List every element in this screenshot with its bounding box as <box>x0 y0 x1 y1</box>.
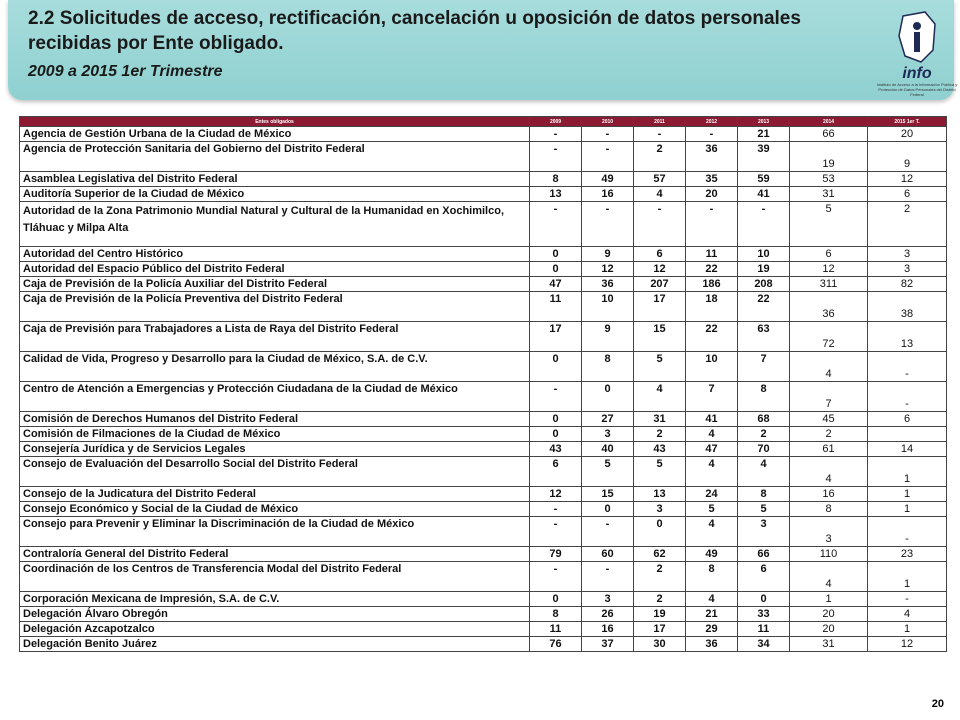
year-value <box>868 427 947 442</box>
year-value: 11 <box>686 247 738 262</box>
year-value: 2 <box>868 202 947 247</box>
year-value: 12 <box>868 637 947 652</box>
entity-name: Centro de Atención a Emergencias y Protección Ciudadana de la Ciudad de México <box>20 382 530 412</box>
year-value: - <box>868 592 947 607</box>
year-value: 10 <box>686 352 738 382</box>
entity-name: Delegación Álvaro Obregón <box>20 607 530 622</box>
year-value: 9 <box>582 322 634 352</box>
year-value: 0 <box>530 427 582 442</box>
year-value: 7 <box>686 382 738 412</box>
year-value: - <box>868 382 947 412</box>
table-row <box>20 607 947 622</box>
table-row <box>20 172 947 187</box>
year-value: 10 <box>582 292 634 322</box>
year-value: 2 <box>738 427 790 442</box>
table-row <box>20 382 947 412</box>
year-value: 5 <box>582 457 634 487</box>
table-row <box>20 142 947 172</box>
year-value: 62 <box>634 547 686 562</box>
year-value: 22 <box>686 322 738 352</box>
year-value: 36 <box>790 292 868 322</box>
year-value: 24 <box>686 487 738 502</box>
table-row <box>20 622 947 637</box>
table-row <box>20 187 947 202</box>
table-row <box>20 127 947 142</box>
year-value: - <box>530 142 582 172</box>
table-row <box>20 637 947 652</box>
year-value: 36 <box>686 142 738 172</box>
year-value: 8 <box>738 382 790 412</box>
column-header: 2011 <box>634 117 686 127</box>
entity-name: Consejería Jurídica y de Servicios Legales <box>20 442 530 457</box>
year-value: 18 <box>686 292 738 322</box>
logo-word: info <box>902 65 932 82</box>
year-value: 11 <box>530 292 582 322</box>
entity-name: Asamblea Legislativa del Distrito Federal <box>20 172 530 187</box>
year-value: - <box>582 127 634 142</box>
year-value: 12 <box>530 487 582 502</box>
year-value: - <box>582 202 634 247</box>
year-value: 5 <box>686 502 738 517</box>
year-value: 29 <box>686 622 738 637</box>
year-value: - <box>634 127 686 142</box>
entity-name: Comisión de Derechos Humanos del Distrito Federal <box>20 412 530 427</box>
entity-name: Auditoría Superior de la Ciudad de México <box>20 187 530 202</box>
entity-name: Caja de Previsión para Trabajadores a Lista de Raya del Distrito Federal <box>20 322 530 352</box>
year-value: 5 <box>738 502 790 517</box>
entity-name: Consejo para Prevenir y Eliminar la Discriminación de la Ciudad de México <box>20 517 530 547</box>
year-value: 41 <box>686 412 738 427</box>
year-value: 4 <box>790 352 868 382</box>
year-value: 72 <box>790 322 868 352</box>
year-value: 40 <box>582 442 634 457</box>
year-value: 22 <box>686 262 738 277</box>
year-value: 11 <box>530 622 582 637</box>
table-row <box>20 517 947 547</box>
year-value: 3 <box>634 502 686 517</box>
table-row <box>20 292 947 322</box>
year-value: 66 <box>790 127 868 142</box>
year-value: 186 <box>686 277 738 292</box>
year-value: 2 <box>790 427 868 442</box>
year-value: 8 <box>582 352 634 382</box>
year-value: 41 <box>738 187 790 202</box>
entity-name: Agencia de Protección Sanitaria del Gobierno del Distrito Federal <box>20 142 530 172</box>
year-value: - <box>686 127 738 142</box>
column-header: 2014 <box>790 117 868 127</box>
year-value: 20 <box>790 622 868 637</box>
info-emblem-icon <box>895 10 939 64</box>
column-header: 2015 1er T. <box>868 117 947 127</box>
year-value: 70 <box>738 442 790 457</box>
year-value: - <box>530 127 582 142</box>
table-row <box>20 427 947 442</box>
table-row <box>20 277 947 292</box>
year-value: 1 <box>868 562 947 592</box>
year-value: 0 <box>530 352 582 382</box>
page-number: 20 <box>931 698 944 710</box>
year-value: 4 <box>686 517 738 547</box>
year-value: 35 <box>686 172 738 187</box>
year-value: 36 <box>582 277 634 292</box>
entity-name: Corporación Mexicana de Impresión, S.A. de C.V. <box>20 592 530 607</box>
year-value: 12 <box>634 262 686 277</box>
year-value: 6 <box>738 562 790 592</box>
year-value: 2 <box>634 427 686 442</box>
year-value: 4 <box>686 457 738 487</box>
year-value: 30 <box>634 637 686 652</box>
year-value: 13 <box>868 322 947 352</box>
entity-name: Comisión de Filmaciones de la Ciudad de México <box>20 427 530 442</box>
year-value: 21 <box>686 607 738 622</box>
entity-name: Autoridad de la Zona Patrimonio Mundial Natural y Cultural de la Humanidad en Xochimilco, Tláhuac y Milpa Alta <box>20 202 530 247</box>
year-value: 19 <box>738 262 790 277</box>
year-value: 4 <box>686 427 738 442</box>
table-row <box>20 592 947 607</box>
entity-name: Delegación Azcapotzalco <box>20 622 530 637</box>
entity-name: Consejo de la Judicatura del Distrito Federal <box>20 487 530 502</box>
year-value: 8 <box>738 487 790 502</box>
year-value: 16 <box>582 622 634 637</box>
column-header: 2013 <box>738 117 790 127</box>
year-value: 66 <box>738 547 790 562</box>
year-value: 21 <box>738 127 790 142</box>
year-value: 7 <box>790 382 868 412</box>
year-value: - <box>530 562 582 592</box>
table-row <box>20 247 947 262</box>
entity-name: Delegación Benito Juárez <box>20 637 530 652</box>
year-value: 17 <box>634 622 686 637</box>
entity-name: Caja de Previsión de la Policía Preventiva del Distrito Federal <box>20 292 530 322</box>
year-value: 8 <box>686 562 738 592</box>
year-value: 4 <box>634 382 686 412</box>
year-value: 68 <box>738 412 790 427</box>
year-value: 12 <box>790 262 868 277</box>
year-value: 4 <box>790 562 868 592</box>
year-value: - <box>582 562 634 592</box>
year-value: 14 <box>868 442 947 457</box>
year-value: 43 <box>530 442 582 457</box>
entity-name: Autoridad del Centro Histórico <box>20 247 530 262</box>
logo-tagline: Instituto de Acceso a la Información Pública y Protección de Datos Personales del Distrito Federal <box>876 82 958 97</box>
year-value: 6 <box>634 247 686 262</box>
year-value: 3 <box>790 517 868 547</box>
year-value: 0 <box>634 517 686 547</box>
year-value: 0 <box>582 382 634 412</box>
year-value: 26 <box>582 607 634 622</box>
year-value: 4 <box>686 592 738 607</box>
year-value: 2 <box>634 562 686 592</box>
entity-name: Calidad de Vida, Progreso y Desarrollo para la Ciudad de México, S.A. de C.V. <box>20 352 530 382</box>
year-value: 23 <box>868 547 947 562</box>
year-value: 3 <box>868 247 947 262</box>
entity-name: Autoridad del Espacio Público del Distrito Federal <box>20 262 530 277</box>
table-row <box>20 487 947 502</box>
year-value: 37 <box>582 637 634 652</box>
year-value: - <box>868 352 947 382</box>
year-value: 0 <box>582 502 634 517</box>
year-value: 6 <box>868 412 947 427</box>
year-value: 1 <box>868 457 947 487</box>
year-value: - <box>582 517 634 547</box>
year-value: 208 <box>738 277 790 292</box>
table-row <box>20 502 947 517</box>
year-value: 3 <box>582 592 634 607</box>
table-header-row <box>20 117 947 127</box>
year-value: 12 <box>582 262 634 277</box>
year-value: 207 <box>634 277 686 292</box>
year-value: 2 <box>634 142 686 172</box>
entity-name: Agencia de Gestión Urbana de la Ciudad de México <box>20 127 530 142</box>
year-value: 1 <box>868 622 947 637</box>
year-value: 49 <box>582 172 634 187</box>
entity-name: Consejo Económico y Social de la Ciudad de México <box>20 502 530 517</box>
entity-name: Contraloría General del Distrito Federal <box>20 547 530 562</box>
year-value: 16 <box>790 487 868 502</box>
data-table <box>19 116 947 652</box>
year-value: 34 <box>738 637 790 652</box>
year-value: 0 <box>530 262 582 277</box>
year-value: 79 <box>530 547 582 562</box>
year-value: 11 <box>738 622 790 637</box>
year-value: 45 <box>790 412 868 427</box>
year-value: 63 <box>738 322 790 352</box>
page-title: 2.2 Solicitudes de acceso, rectificación, cancelación u oposición de datos personales recibidas por Ente obligado. <box>28 8 801 54</box>
year-value: 20 <box>686 187 738 202</box>
year-value: 13 <box>530 187 582 202</box>
year-value: 61 <box>790 442 868 457</box>
year-value: 7 <box>738 352 790 382</box>
table-row <box>20 412 947 427</box>
year-value: 20 <box>868 127 947 142</box>
year-value: - <box>582 142 634 172</box>
year-value: 4 <box>868 607 947 622</box>
table-row <box>20 562 947 592</box>
header-banner <box>8 0 958 100</box>
year-value: 17 <box>634 292 686 322</box>
column-header: 2012 <box>686 117 738 127</box>
page-subtitle: 2009 a 2015 1er Trimestre <box>28 63 223 80</box>
year-value: - <box>686 202 738 247</box>
year-value: 8 <box>790 502 868 517</box>
year-value: - <box>738 202 790 247</box>
year-value: 43 <box>634 442 686 457</box>
year-value: 47 <box>530 277 582 292</box>
year-value: - <box>530 502 582 517</box>
year-value: 6 <box>790 247 868 262</box>
entity-name: Coordinación de los Centros de Transferencia Modal del Distrito Federal <box>20 562 530 592</box>
year-value: 60 <box>582 547 634 562</box>
table-row <box>20 352 947 382</box>
year-value: 20 <box>790 607 868 622</box>
year-value: - <box>530 382 582 412</box>
year-value: 76 <box>530 637 582 652</box>
year-value: 3 <box>738 517 790 547</box>
year-value: 27 <box>582 412 634 427</box>
column-header: 2009 <box>530 117 582 127</box>
year-value: 57 <box>634 172 686 187</box>
year-value: 49 <box>686 547 738 562</box>
year-value: - <box>634 202 686 247</box>
year-value: 5 <box>634 352 686 382</box>
year-value: 3 <box>868 262 947 277</box>
year-value: 5 <box>634 457 686 487</box>
year-value: 1 <box>868 487 947 502</box>
year-value: 53 <box>790 172 868 187</box>
year-value: - <box>530 202 582 247</box>
table-row <box>20 457 947 487</box>
year-value: 8 <box>530 607 582 622</box>
year-value: 22 <box>738 292 790 322</box>
year-value: 59 <box>738 172 790 187</box>
table-row <box>20 262 947 277</box>
year-value: 6 <box>530 457 582 487</box>
info-logo <box>876 10 958 98</box>
table-row <box>20 202 947 247</box>
year-value: 38 <box>868 292 947 322</box>
year-value: 0 <box>530 412 582 427</box>
year-value: 39 <box>738 142 790 172</box>
year-value: 19 <box>634 607 686 622</box>
table-row <box>20 547 947 562</box>
year-value: 8 <box>530 172 582 187</box>
year-value: 3 <box>582 427 634 442</box>
year-value: 17 <box>530 322 582 352</box>
year-value: 19 <box>790 142 868 172</box>
year-value: 311 <box>790 277 868 292</box>
year-value: 9 <box>868 142 947 172</box>
year-value: 6 <box>868 187 947 202</box>
year-value: 0 <box>738 592 790 607</box>
year-value: 31 <box>790 187 868 202</box>
year-value: 13 <box>634 487 686 502</box>
year-value: 4 <box>790 457 868 487</box>
entity-name: Caja de Previsión de la Policía Auxiliar del Distrito Federal <box>20 277 530 292</box>
year-value: - <box>868 517 947 547</box>
year-value: 4 <box>634 187 686 202</box>
year-value: - <box>530 517 582 547</box>
year-value: 31 <box>790 637 868 652</box>
year-value: 1 <box>790 592 868 607</box>
year-value: 47 <box>686 442 738 457</box>
year-value: 2 <box>634 592 686 607</box>
year-value: 15 <box>582 487 634 502</box>
column-header: Entes obligados <box>20 117 530 127</box>
year-value: 5 <box>790 202 868 247</box>
year-value: 12 <box>868 172 947 187</box>
table-row <box>20 322 947 352</box>
year-value: 31 <box>634 412 686 427</box>
year-value: 15 <box>634 322 686 352</box>
entity-name: Consejo de Evaluación del Desarrollo Social del Distrito Federal <box>20 457 530 487</box>
year-value: 110 <box>790 547 868 562</box>
year-value: 9 <box>582 247 634 262</box>
table-row <box>20 442 947 457</box>
year-value: 1 <box>868 502 947 517</box>
column-header: 2010 <box>582 117 634 127</box>
year-value: 10 <box>738 247 790 262</box>
year-value: 0 <box>530 592 582 607</box>
year-value: 0 <box>530 247 582 262</box>
year-value: 36 <box>686 637 738 652</box>
year-value: 4 <box>738 457 790 487</box>
year-value: 82 <box>868 277 947 292</box>
year-value: 33 <box>738 607 790 622</box>
year-value: 16 <box>582 187 634 202</box>
